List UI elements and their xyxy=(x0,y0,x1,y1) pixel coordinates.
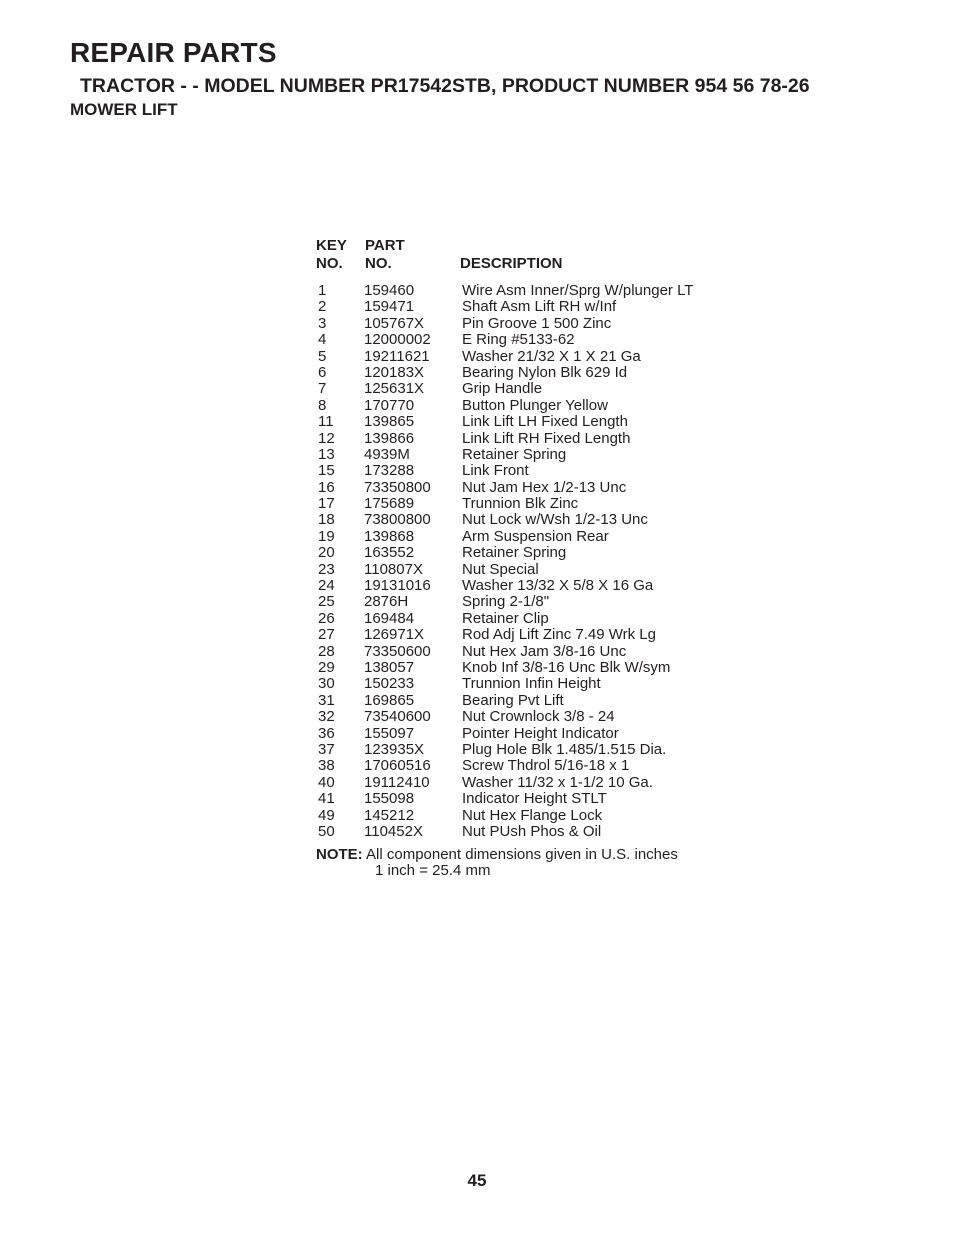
description-cell: Rod Adj Lift Zinc 7.49 Wrk Lg xyxy=(462,626,656,644)
description-cell: Plug Hole Blk 1.485/1.515 Dia. xyxy=(462,740,667,758)
key-no-cell: 25 xyxy=(318,593,335,611)
key-no-cell: 13 xyxy=(318,445,335,463)
description-cell: Spring 2-1/8" xyxy=(462,593,550,611)
key-no-cell: 4 xyxy=(318,331,327,349)
part-no-cell: 139868 xyxy=(364,527,415,545)
key-no-cell: 6 xyxy=(318,363,327,381)
description-cell: Nut Lock w/Wsh 1/2-13 Unc xyxy=(462,511,648,529)
part-no-cell: 123935X xyxy=(364,740,425,758)
description-header: DESCRIPTION xyxy=(460,255,563,272)
part-no-cell: 19131016 xyxy=(364,577,431,595)
description-cell: Retainer Spring xyxy=(462,544,567,562)
description-cell: Indicator Height STLT xyxy=(462,790,607,808)
description-cell: Pin Groove 1 500 Zinc xyxy=(462,314,612,332)
description-cell: Shaft Asm Lift RH w/Inf xyxy=(462,298,617,316)
key-no-cell: 28 xyxy=(318,642,335,660)
page-number: 45 xyxy=(467,1171,487,1190)
description-cell: Bearing Nylon Blk 629 Id xyxy=(462,363,628,381)
part-no-cell: 139866 xyxy=(364,429,415,447)
part-no-header-line2: NO. xyxy=(365,255,392,272)
part-no-cell: 120183X xyxy=(364,363,425,381)
description-cell: Nut Hex Flange Lock xyxy=(462,806,603,824)
part-no-header-line1: PART xyxy=(365,237,405,254)
note-line2: 1 inch = 25.4 mm xyxy=(375,862,491,880)
key-no-cell: 24 xyxy=(318,577,335,595)
description-cell: Screw Thdrol 5/16-18 x 1 xyxy=(462,757,630,775)
description-cell: Wire Asm Inner/Sprg W/plunger LT xyxy=(462,282,694,299)
description-cell: Nut Jam Hex 1/2-13 Unc xyxy=(462,478,627,496)
key-no-cell: 49 xyxy=(318,806,335,824)
part-no-cell: 145212 xyxy=(364,806,415,824)
part-no-cell: 170770 xyxy=(364,396,415,414)
part-no-cell: 126971X xyxy=(364,626,425,644)
description-cell: Grip Handle xyxy=(462,380,543,398)
part-no-cell: 138057 xyxy=(364,658,415,676)
part-no-cell: 159460 xyxy=(364,282,415,299)
description-cell: Nut Hex Jam 3/8-16 Unc xyxy=(462,642,627,660)
part-no-cell: 155097 xyxy=(364,724,415,742)
key-no-cell: 11 xyxy=(318,413,334,431)
part-no-cell: 110807X xyxy=(364,560,423,578)
description-cell: Link Lift RH Fixed Length xyxy=(462,429,631,447)
description-cell: Washer 21/32 X 1 X 21 Ga xyxy=(462,347,641,365)
part-no-cell: 73540600 xyxy=(364,708,431,726)
key-no-cell: 50 xyxy=(318,822,335,840)
description-cell: Link Front xyxy=(462,462,529,480)
description-cell: Washer 11/32 x 1-1/2 10 Ga. xyxy=(462,773,653,791)
description-cell: Bearing Pvt Lift xyxy=(462,691,564,709)
description-cell: Retainer Spring xyxy=(462,445,567,463)
key-no-cell: 31 xyxy=(318,691,335,709)
part-no-cell: 105767X xyxy=(364,314,425,332)
description-cell: Link Lift LH Fixed Length xyxy=(462,413,628,431)
key-no-cell: 20 xyxy=(318,544,335,562)
key-no-cell: 37 xyxy=(318,740,335,758)
description-cell: E Ring #5133-62 xyxy=(462,331,575,349)
key-no-cell: 8 xyxy=(318,396,327,414)
part-no-cell: 150233 xyxy=(364,675,415,693)
key-no-cell: 1 xyxy=(318,282,327,299)
description-cell: Nut Special xyxy=(462,560,539,578)
key-no-cell: 38 xyxy=(318,757,335,775)
part-no-cell: 169484 xyxy=(364,609,415,627)
part-no-cell: 19112410 xyxy=(364,773,430,791)
section-heading: MOWER LIFT xyxy=(70,100,178,119)
key-no-cell: 40 xyxy=(318,773,335,791)
part-no-cell: 125631X xyxy=(364,380,425,398)
key-no-cell: 19 xyxy=(318,527,335,545)
part-no-cell: 155098 xyxy=(364,790,415,808)
note-text: All component dimensions given in U.S. inches xyxy=(366,846,678,863)
description-cell: Trunnion Blk Zinc xyxy=(462,495,579,513)
part-no-cell: 2876H xyxy=(364,593,409,611)
key-no-cell: 2 xyxy=(318,298,327,316)
key-no-cell: 3 xyxy=(318,314,327,332)
key-no-cell: 7 xyxy=(318,380,327,398)
key-no-cell: 27 xyxy=(318,626,335,644)
part-no-cell: 139865 xyxy=(364,413,415,431)
model-subtitle: TRACTOR - - MODEL NUMBER PR17542STB, PRODUCT NUMBER 954 56 78-26 xyxy=(80,75,810,97)
description-cell: Washer 13/32 X 5/8 X 16 Ga xyxy=(462,577,654,595)
part-no-cell: 73350800 xyxy=(364,478,431,496)
note-label: NOTE: xyxy=(316,846,363,863)
description-cell: Retainer Clip xyxy=(462,609,549,627)
part-no-cell: 73350600 xyxy=(364,642,431,660)
part-no-cell: 110452X xyxy=(364,822,423,840)
note-line1 xyxy=(316,847,678,863)
key-no-cell: 26 xyxy=(318,609,335,627)
description-cell: Trunnion Infin Height xyxy=(462,675,601,693)
part-no-cell: 173288 xyxy=(364,462,415,480)
key-no-cell: 16 xyxy=(318,478,335,496)
key-no-cell: 41 xyxy=(318,790,335,808)
key-no-cell: 12 xyxy=(318,429,335,447)
part-no-cell: 169865 xyxy=(364,691,415,709)
description-cell: Button Plunger Yellow xyxy=(462,396,608,414)
part-no-cell: 4939M xyxy=(364,445,410,463)
part-no-cell: 73800800 xyxy=(364,511,431,529)
key-no-header-line2: NO. xyxy=(316,255,343,272)
key-no-cell: 32 xyxy=(318,708,335,726)
key-no-cell: 36 xyxy=(318,724,335,742)
description-cell: Nut PUsh Phos & Oil xyxy=(462,822,602,840)
part-no-cell: 163552 xyxy=(364,544,415,562)
part-no-cell: 17060516 xyxy=(364,757,431,775)
note xyxy=(316,847,678,880)
key-no-cell: 18 xyxy=(318,511,335,529)
part-no-cell: 159471 xyxy=(364,298,415,316)
description-cell: Arm Suspension Rear xyxy=(462,527,609,545)
key-no-cell: 5 xyxy=(318,347,327,365)
description-cell: Knob Inf 3/8-16 Unc Blk W/sym xyxy=(462,658,671,676)
part-no-cell: 175689 xyxy=(364,495,415,513)
key-no-cell: 30 xyxy=(318,675,335,693)
page-title: REPAIR PARTS xyxy=(70,37,277,68)
key-no-cell: 17 xyxy=(318,495,335,513)
key-no-cell: 23 xyxy=(318,560,335,578)
key-no-cell: 29 xyxy=(318,658,335,676)
description-cell: Nut Crownlock 3/8 - 24 xyxy=(462,708,615,726)
part-no-cell: 19211621 xyxy=(364,347,430,365)
key-no-cell: 15 xyxy=(318,462,335,480)
part-no-cell: 12000002 xyxy=(364,331,431,349)
key-no-header-line1: KEY xyxy=(316,237,347,254)
description-cell: Pointer Height Indicator xyxy=(462,724,619,742)
